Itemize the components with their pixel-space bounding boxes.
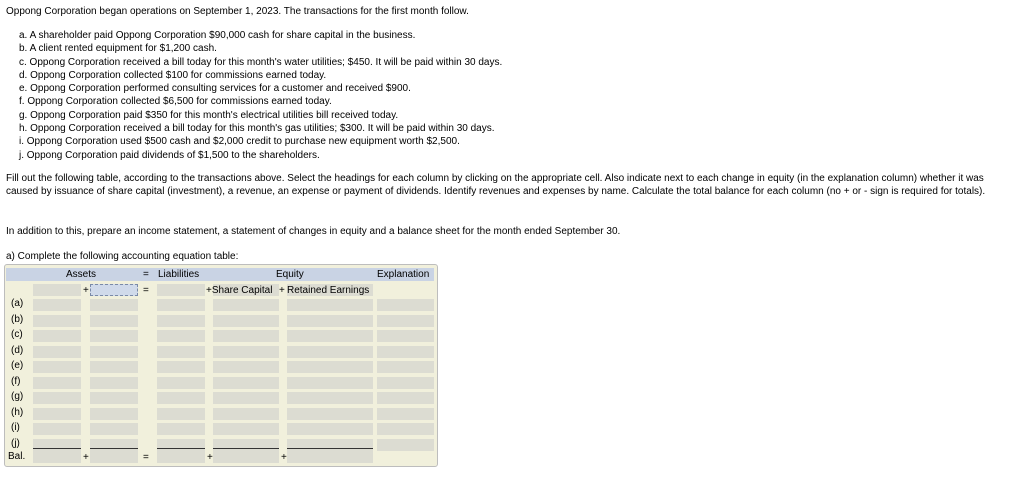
transaction-item: a. A shareholder paid Oppong Corporation $90,000 cash for share capital in the business. [19,30,416,41]
transaction-item: h. Oppong Corporation received a bill today for this month's gas utilities; $300. It will be paid within 30 days. [19,123,495,135]
additional-instructions-text: In addition to this, prepare an income statement, a statement of changes in equity and a balance sheet for the month ended September 30. [6,226,621,237]
explanation-cell[interactable] [377,361,434,373]
equals-sign: = [143,285,149,296]
assets-cell-2[interactable] [90,377,138,389]
transaction-item: g. Oppong Corporation paid $350 for this month's electrical utilities bill received today. [19,109,399,121]
total-underline [33,448,81,449]
liabilities-cell[interactable] [157,330,205,342]
row-label: (b) [11,313,24,325]
retained-earnings-cell[interactable] [287,423,373,435]
retained-earnings-cell[interactable] [287,330,373,342]
liabilities-cell[interactable] [157,423,205,435]
transaction-item: c. Oppong Corporation received a bill today for this month's water utilities; $450. It will be paid within 30 days. [19,56,503,68]
plus-sign: + [83,452,89,463]
assets-cell-1[interactable] [33,330,81,342]
transaction-list [19,29,502,162]
total-underline [157,448,205,449]
share-capital-cell[interactable] [213,361,279,373]
row-label: (j) [11,437,20,449]
assets-cell-2[interactable] [90,346,138,358]
assets-cell-2[interactable] [90,315,138,327]
balance-label: Bal. [8,451,26,462]
assets-cell-1[interactable] [33,346,81,358]
balance-liabilities-cell[interactable] [157,451,205,463]
share-capital-cell[interactable] [213,299,279,311]
header-equity: Equity [276,269,304,280]
explanation-cell[interactable] [377,439,434,451]
explanation-cell[interactable] [377,330,434,342]
header-explanation: Explanation [377,269,430,280]
transaction-item: j. Oppong Corporation paid dividends of $1,500 to the shareholders. [19,149,320,161]
retained-earnings-cell[interactable] [287,408,373,420]
assets-cell-2[interactable] [90,392,138,404]
balance-assets-cell-2[interactable] [90,451,138,463]
retained-earnings-heading: Retained Earnings [287,285,370,296]
row-label: (h) [11,406,24,418]
liabilities-cell[interactable] [157,299,205,311]
plus-sign: + [281,452,287,463]
explanation-cell[interactable] [377,392,434,404]
liabilities-cell[interactable] [157,392,205,404]
share-capital-cell[interactable] [213,392,279,404]
explanation-cell[interactable] [377,423,434,435]
equals-sign: = [143,452,149,463]
assets-cell-1[interactable] [33,423,81,435]
liabilities-cell[interactable] [157,346,205,358]
transaction-item: i. Oppong Corporation used $500 cash and $2,000 credit to purchase new equipment worth $2,500. [19,136,460,148]
transaction-item: b. A client rented equipment for $1,200 cash. [19,43,217,55]
explanation-cell[interactable] [377,408,434,420]
assets-cell-1[interactable] [33,361,81,373]
plus-sign: + [279,285,285,296]
transaction-item: d. Oppong Corporation collected $100 for commissions earned today. [19,69,327,81]
intro-text: Oppong Corporation began operations on September 1, 2023. The transactions for the first month follow. [6,6,469,17]
share-capital-cell[interactable] [213,315,279,327]
instructions-text: Fill out the following table, according to the transactions above. Select the headings for each column by clicking on the appropriate cell. Also indicate next to each change in equity (in the explanation column) whether it was caused by issuance of share capital (investment), a revenue, an expense or payment of dividends. Identify revenues and expenses by name. Calculate the total balance for each column (no + or - sign is required for totals). [6,173,986,197]
share-capital-cell[interactable] [213,377,279,389]
share-capital-heading: +Share Capital [206,285,273,296]
assets-cell-1[interactable] [33,299,81,311]
retained-earnings-cell[interactable] [287,315,373,327]
assets-cell-2[interactable] [90,299,138,311]
balance-assets-cell-1[interactable] [33,451,81,463]
explanation-cell[interactable] [377,299,434,311]
row-label: (g) [11,391,24,402]
liabilities-cell[interactable] [157,361,205,373]
transaction-item: f. Oppong Corporation collected $6,500 for commissions earned today. [19,96,332,108]
row-label: (d) [11,344,24,356]
balance-retained-earnings-cell[interactable] [287,451,373,463]
plus-sign: + [83,285,89,296]
assets-cell-1[interactable] [33,392,81,404]
retained-earnings-cell[interactable] [287,361,373,373]
assets-cell-2[interactable] [90,330,138,342]
assets-cell-2[interactable] [90,361,138,373]
total-underline [213,448,279,449]
assets-cell-2[interactable] [90,423,138,435]
liabilities-cell[interactable] [157,377,205,389]
assets-cell-1[interactable] [33,315,81,327]
row-label: (a) [11,298,24,309]
explanation-cell[interactable] [377,377,434,389]
total-underline [287,448,373,449]
header-liabilities[interactable]: Liabilities [158,269,200,280]
total-underline [90,448,138,449]
row-label: (f) [11,375,21,387]
liabilities-cell[interactable] [157,408,205,420]
row-label: (e) [11,360,24,371]
liabilities-cell[interactable] [157,315,205,327]
row-label: (c) [11,329,23,340]
explanation-cell[interactable] [377,346,434,358]
retained-earnings-cell[interactable] [287,377,373,389]
retained-earnings-cell[interactable] [287,392,373,404]
header-equals: = [143,269,149,280]
table-header-row [6,268,434,281]
part-a-heading: a) Complete the following accounting equation table: [6,251,239,262]
column-heading-selector[interactable] [157,284,205,296]
explanation-cell[interactable] [377,315,434,327]
share-capital-cell[interactable] [213,330,279,342]
column-heading-selector[interactable] [33,284,81,296]
plus-sign: + [207,452,213,463]
balance-share-capital-cell[interactable] [213,451,279,463]
share-capital-cell[interactable] [213,346,279,358]
row-label: (i) [11,422,20,433]
assets-cell-1[interactable] [33,377,81,389]
share-capital-cell[interactable] [213,423,279,435]
assets-cell-2[interactable] [90,408,138,420]
retained-earnings-cell[interactable] [287,346,373,358]
transaction-item: e. Oppong Corporation performed consulting services for a customer and received $900. [19,83,411,95]
assets-cell-1[interactable] [33,408,81,420]
header-assets[interactable]: Assets [66,269,97,280]
retained-earnings-cell[interactable] [287,299,373,311]
share-capital-cell[interactable] [213,408,279,420]
column-heading-selector[interactable] [90,284,138,296]
